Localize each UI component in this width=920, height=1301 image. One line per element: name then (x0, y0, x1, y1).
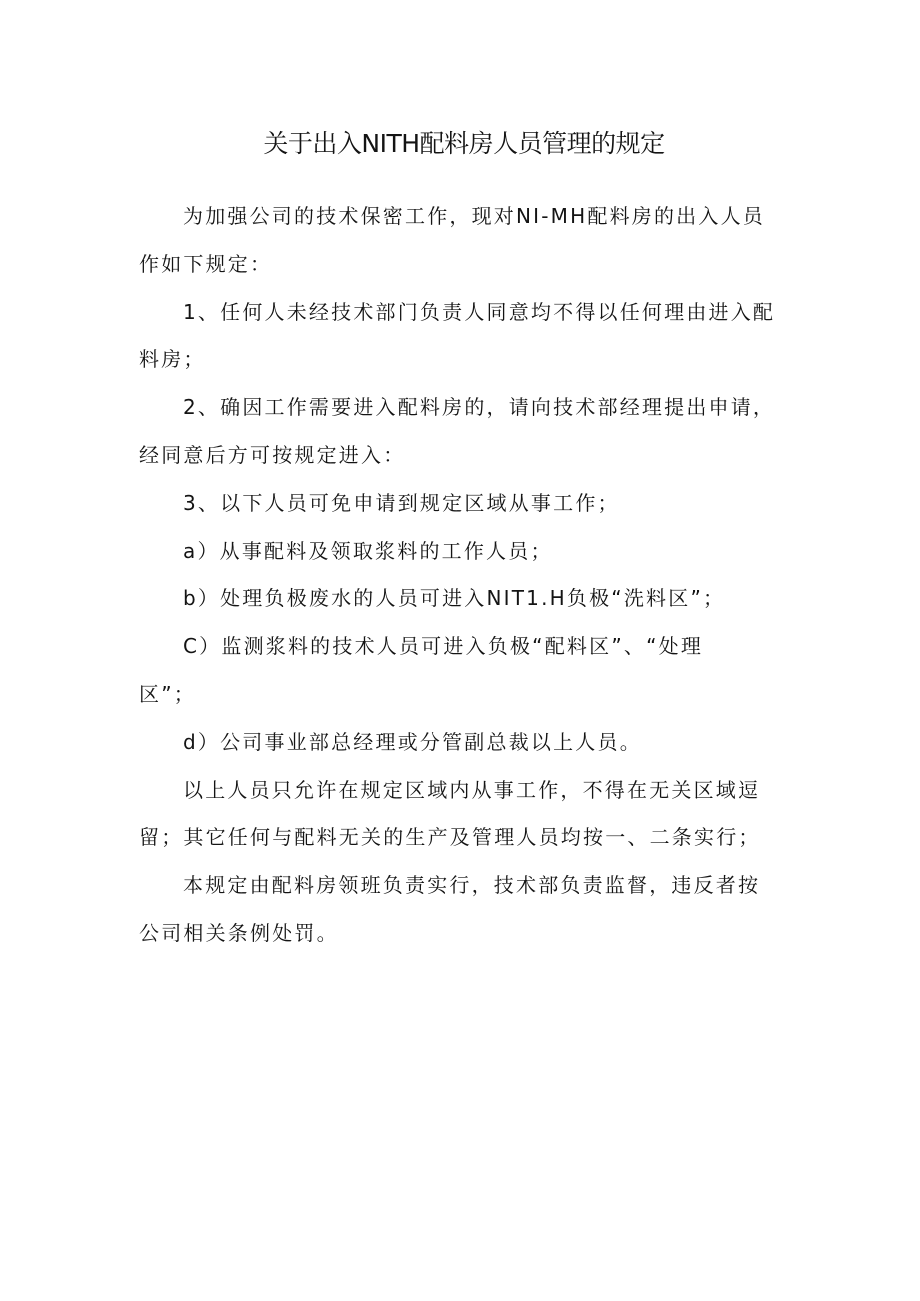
rule-3c-line-1: C）监测浆料的技术人员可进入负极“配料区”、“处理 (183, 634, 704, 659)
document-body (139, 193, 799, 958)
rule-3c-line-2: 区”； (139, 681, 196, 706)
restriction-line-2: 留；其它任何与配料无关的生产及管理人员均按一、二条实行； (139, 825, 761, 850)
document-title: 关于出入NITH配料房人员管理的规定 (263, 129, 665, 158)
enforcement-line-2: 公司相关条例处罚。 (139, 920, 339, 945)
rule-3a-line: a）从事配料及领取浆料的工作人员； (183, 538, 553, 563)
rule-3-line: 3、以下人员可免申请到规定区域从事工作； (183, 490, 620, 515)
rule-3b-line: b）处理负极废水的人员可进入NIT1.H负极“洗料区”； (183, 586, 726, 611)
rule-2-line-2: 经同意后方可按规定进入： (139, 442, 406, 467)
rule-2-line-1: 2、确因工作需要进入配料房的，请向技术部经理提出申请， (183, 395, 776, 420)
rule-1-line-1: 1、任何人未经技术部门负责人同意均不得以任何理由进入配 (183, 299, 776, 324)
rule-1-line-2: 料房； (139, 347, 206, 372)
restriction-line-1: 以上人员只允许在规定区域内从事工作，不得在无关区域逗 (183, 777, 761, 802)
intro-line-1: 为加强公司的技术保密工作，现对NI-MH配料房的出入人员 (183, 204, 765, 228)
rule-3d-line: d）公司事业部总经理或分管副总裁以上人员。 (183, 729, 642, 754)
intro-line-2: 作如下规定： (139, 251, 273, 276)
enforcement-line-1: 本规定由配料房领班负责实行，技术部负责监督，违反者按 (183, 873, 761, 898)
